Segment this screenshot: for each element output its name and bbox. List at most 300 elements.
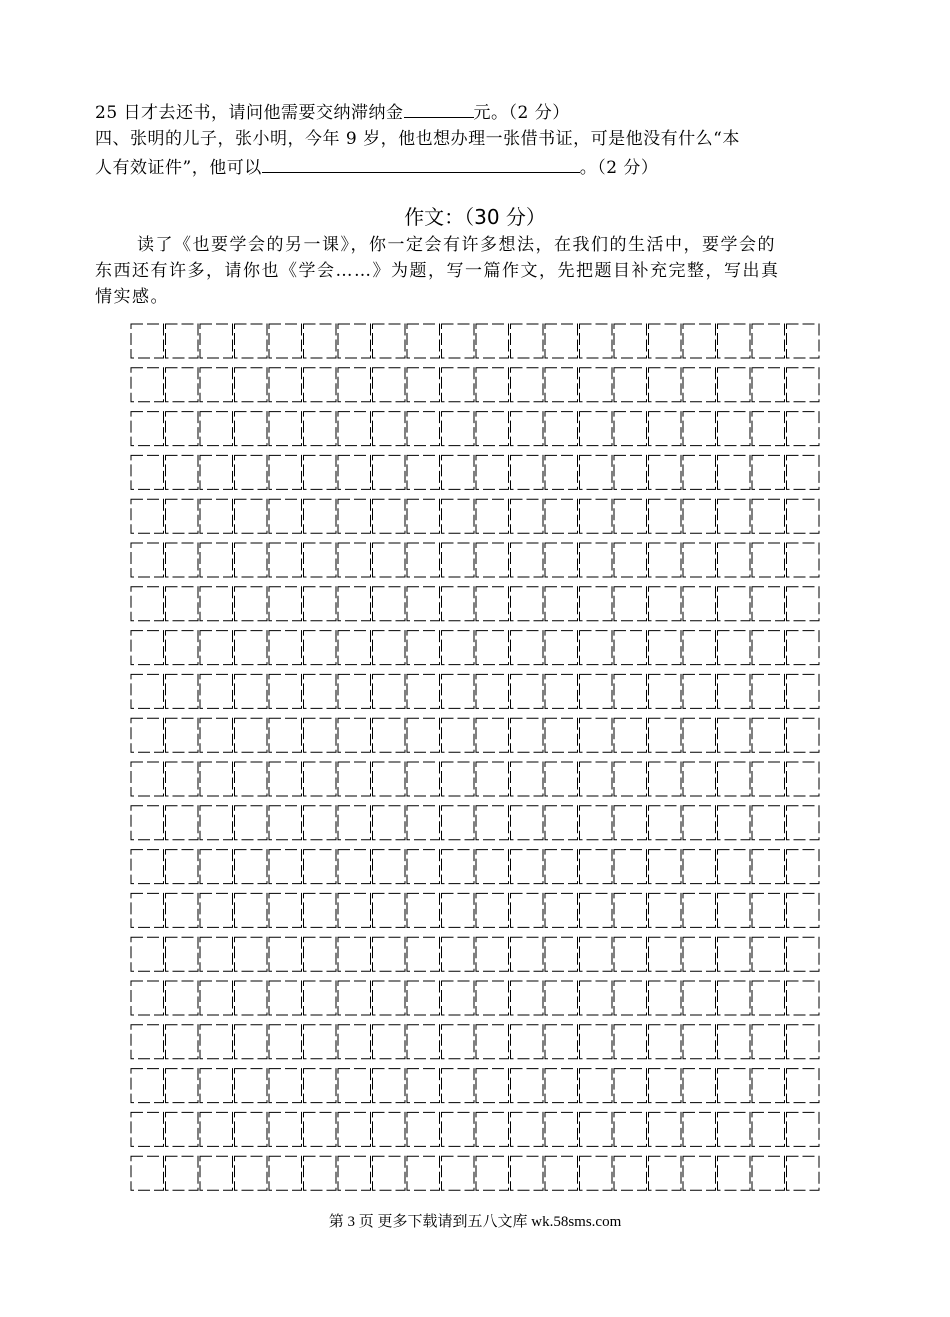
grid-cell[interactable]: [683, 412, 716, 446]
grid-cell[interactable]: [269, 806, 302, 840]
grid-cell[interactable]: [407, 674, 440, 708]
grid-cell[interactable]: [787, 543, 820, 577]
grid-cell[interactable]: [442, 543, 475, 577]
grid-cell[interactable]: [718, 455, 751, 489]
grid-cell[interactable]: [131, 631, 164, 665]
grid-cell[interactable]: [718, 324, 751, 358]
grid-cell[interactable]: [649, 455, 682, 489]
grid-cell[interactable]: [787, 324, 820, 358]
grid-cell[interactable]: [166, 674, 199, 708]
grid-cell[interactable]: [269, 718, 302, 752]
grid-cell[interactable]: [614, 850, 647, 884]
grid-cell[interactable]: [373, 718, 406, 752]
grid-cell[interactable]: [166, 718, 199, 752]
grid-cell[interactable]: [580, 368, 613, 402]
grid-cell[interactable]: [442, 1156, 475, 1190]
grid-cell[interactable]: [200, 674, 233, 708]
grid-cell[interactable]: [269, 368, 302, 402]
grid-cell[interactable]: [338, 455, 371, 489]
grid-cell[interactable]: [373, 981, 406, 1015]
grid-cell[interactable]: [580, 937, 613, 971]
grid-cell[interactable]: [131, 718, 164, 752]
grid-cell[interactable]: [269, 850, 302, 884]
grid-cell[interactable]: [683, 587, 716, 621]
grid-cell[interactable]: [407, 981, 440, 1015]
grid-cell[interactable]: [442, 718, 475, 752]
grid-cell[interactable]: [614, 587, 647, 621]
grid-cell[interactable]: [787, 981, 820, 1015]
grid-cell[interactable]: [649, 631, 682, 665]
grid-cell[interactable]: [235, 674, 268, 708]
grid-cell[interactable]: [442, 1112, 475, 1146]
grid-cell[interactable]: [683, 1112, 716, 1146]
grid-cell[interactable]: [200, 324, 233, 358]
grid-cell[interactable]: [304, 718, 337, 752]
grid-cell[interactable]: [545, 1156, 578, 1190]
grid-cell[interactable]: [787, 762, 820, 796]
grid-cell[interactable]: [580, 543, 613, 577]
grid-cell[interactable]: [200, 368, 233, 402]
grid-cell[interactable]: [787, 850, 820, 884]
grid-cell[interactable]: [407, 631, 440, 665]
grid-cell[interactable]: [614, 762, 647, 796]
grid-cell[interactable]: [580, 499, 613, 533]
grid-cell[interactable]: [752, 1156, 785, 1190]
grid-cell[interactable]: [683, 1156, 716, 1190]
grid-cell[interactable]: [373, 324, 406, 358]
grid-cell[interactable]: [683, 806, 716, 840]
grid-cell[interactable]: [580, 981, 613, 1015]
grid-cell[interactable]: [442, 368, 475, 402]
grid-cell[interactable]: [614, 543, 647, 577]
grid-cell[interactable]: [752, 1112, 785, 1146]
grid-cell[interactable]: [718, 981, 751, 1015]
grid-cell[interactable]: [683, 981, 716, 1015]
grid-cell[interactable]: [442, 806, 475, 840]
grid-cell[interactable]: [304, 455, 337, 489]
grid-cell[interactable]: [304, 499, 337, 533]
grid-cell[interactable]: [235, 324, 268, 358]
grid-cell[interactable]: [235, 937, 268, 971]
grid-cell[interactable]: [683, 893, 716, 927]
grid-cell[interactable]: [476, 850, 509, 884]
grid-cell[interactable]: [166, 1069, 199, 1103]
grid-cell[interactable]: [683, 937, 716, 971]
grid-cell[interactable]: [580, 1156, 613, 1190]
grid-cell[interactable]: [131, 1112, 164, 1146]
grid-cell[interactable]: [304, 324, 337, 358]
grid-cell[interactable]: [614, 981, 647, 1015]
grid-cell[interactable]: [683, 850, 716, 884]
grid-cell[interactable]: [269, 937, 302, 971]
grid-cell[interactable]: [407, 455, 440, 489]
grid-cell[interactable]: [304, 762, 337, 796]
grid-cell[interactable]: [718, 762, 751, 796]
grid-cell[interactable]: [200, 543, 233, 577]
grid-cell[interactable]: [683, 455, 716, 489]
grid-cell[interactable]: [131, 893, 164, 927]
grid-cell[interactable]: [718, 1156, 751, 1190]
grid-cell[interactable]: [373, 499, 406, 533]
grid-cell[interactable]: [787, 1025, 820, 1059]
grid-cell[interactable]: [304, 368, 337, 402]
grid-cell[interactable]: [166, 324, 199, 358]
grid-cell[interactable]: [718, 850, 751, 884]
grid-cell[interactable]: [545, 850, 578, 884]
grid-cell[interactable]: [545, 762, 578, 796]
grid-cell[interactable]: [131, 499, 164, 533]
grid-cell[interactable]: [407, 806, 440, 840]
grid-cell[interactable]: [235, 455, 268, 489]
grid-cell[interactable]: [752, 981, 785, 1015]
grid-cell[interactable]: [235, 762, 268, 796]
grid-cell[interactable]: [407, 412, 440, 446]
grid-cell[interactable]: [649, 850, 682, 884]
grid-cell[interactable]: [373, 412, 406, 446]
grid-cell[interactable]: [131, 981, 164, 1015]
grid-cell[interactable]: [545, 893, 578, 927]
grid-cell[interactable]: [200, 455, 233, 489]
grid-cell[interactable]: [614, 806, 647, 840]
grid-cell[interactable]: [304, 543, 337, 577]
grid-cell[interactable]: [614, 937, 647, 971]
grid-cell[interactable]: [166, 937, 199, 971]
grid-cell[interactable]: [166, 850, 199, 884]
grid-cell[interactable]: [511, 324, 544, 358]
grid-cell[interactable]: [200, 981, 233, 1015]
grid-cell[interactable]: [200, 893, 233, 927]
grid-cell[interactable]: [442, 412, 475, 446]
grid-cell[interactable]: [442, 937, 475, 971]
grid-cell[interactable]: [718, 368, 751, 402]
grid-cell[interactable]: [338, 937, 371, 971]
grid-cell[interactable]: [752, 762, 785, 796]
grid-cell[interactable]: [545, 324, 578, 358]
grid-cell[interactable]: [649, 543, 682, 577]
grid-cell[interactable]: [442, 455, 475, 489]
grid-cell[interactable]: [166, 893, 199, 927]
grid-cell[interactable]: [166, 1025, 199, 1059]
grid-cell[interactable]: [511, 1025, 544, 1059]
grid-cell[interactable]: [683, 762, 716, 796]
grid-cell[interactable]: [545, 674, 578, 708]
grid-cell[interactable]: [580, 1112, 613, 1146]
grid-cell[interactable]: [614, 412, 647, 446]
grid-cell[interactable]: [373, 762, 406, 796]
grid-cell[interactable]: [304, 1025, 337, 1059]
grid-cell[interactable]: [511, 893, 544, 927]
grid-cell[interactable]: [752, 850, 785, 884]
grid-cell[interactable]: [166, 981, 199, 1015]
grid-cell[interactable]: [683, 631, 716, 665]
grid-cell[interactable]: [269, 499, 302, 533]
grid-cell[interactable]: [683, 718, 716, 752]
grid-cell[interactable]: [269, 674, 302, 708]
grid-cell[interactable]: [476, 1025, 509, 1059]
grid-cell[interactable]: [200, 1112, 233, 1146]
grid-cell[interactable]: [373, 587, 406, 621]
grid-cell[interactable]: [269, 981, 302, 1015]
grid-cell[interactable]: [338, 850, 371, 884]
grid-cell[interactable]: [235, 499, 268, 533]
grid-cell[interactable]: [166, 806, 199, 840]
grid-cell[interactable]: [580, 718, 613, 752]
grid-cell[interactable]: [649, 368, 682, 402]
grid-cell[interactable]: [545, 806, 578, 840]
grid-cell[interactable]: [476, 1156, 509, 1190]
grid-cell[interactable]: [269, 631, 302, 665]
grid-cell[interactable]: [614, 1112, 647, 1146]
grid-cell[interactable]: [649, 1069, 682, 1103]
grid-cell[interactable]: [787, 806, 820, 840]
grid-cell[interactable]: [338, 1025, 371, 1059]
grid-cell[interactable]: [545, 631, 578, 665]
grid-cell[interactable]: [614, 1069, 647, 1103]
grid-cell[interactable]: [614, 499, 647, 533]
grid-cell[interactable]: [787, 412, 820, 446]
grid-cell[interactable]: [787, 1112, 820, 1146]
grid-cell[interactable]: [545, 981, 578, 1015]
grid-cell[interactable]: [338, 762, 371, 796]
grid-cell[interactable]: [304, 1112, 337, 1146]
grid-cell[interactable]: [338, 1112, 371, 1146]
grid-cell[interactable]: [131, 324, 164, 358]
grid-cell[interactable]: [269, 893, 302, 927]
grid-cell[interactable]: [373, 1112, 406, 1146]
grid-cell[interactable]: [511, 762, 544, 796]
grid-cell[interactable]: [787, 893, 820, 927]
grid-cell[interactable]: [442, 1069, 475, 1103]
grid-cell[interactable]: [200, 587, 233, 621]
grid-cell[interactable]: [545, 368, 578, 402]
grid-cell[interactable]: [476, 718, 509, 752]
grid-cell[interactable]: [338, 631, 371, 665]
grid-cell[interactable]: [407, 893, 440, 927]
grid-cell[interactable]: [338, 368, 371, 402]
grid-cell[interactable]: [131, 412, 164, 446]
grid-cell[interactable]: [511, 806, 544, 840]
grid-cell[interactable]: [407, 1025, 440, 1059]
grid-cell[interactable]: [614, 455, 647, 489]
grid-cell[interactable]: [545, 455, 578, 489]
grid-cell[interactable]: [166, 1112, 199, 1146]
grid-cell[interactable]: [683, 543, 716, 577]
grid-cell[interactable]: [580, 762, 613, 796]
grid-cell[interactable]: [304, 674, 337, 708]
grid-cell[interactable]: [131, 850, 164, 884]
grid-cell[interactable]: [511, 543, 544, 577]
grid-cell[interactable]: [476, 412, 509, 446]
grid-cell[interactable]: [131, 674, 164, 708]
grid-cell[interactable]: [338, 543, 371, 577]
grid-cell[interactable]: [269, 1156, 302, 1190]
grid-cell[interactable]: [580, 850, 613, 884]
grid-cell[interactable]: [407, 718, 440, 752]
grid-cell[interactable]: [545, 718, 578, 752]
grid-cell[interactable]: [338, 893, 371, 927]
grid-cell[interactable]: [131, 543, 164, 577]
grid-cell[interactable]: [511, 718, 544, 752]
grid-cell[interactable]: [304, 1156, 337, 1190]
grid-cell[interactable]: [200, 718, 233, 752]
grid-cell[interactable]: [442, 1025, 475, 1059]
grid-cell[interactable]: [373, 893, 406, 927]
grid-cell[interactable]: [235, 412, 268, 446]
grid-cell[interactable]: [269, 1112, 302, 1146]
grid-cell[interactable]: [373, 543, 406, 577]
grid-cell[interactable]: [407, 1069, 440, 1103]
grid-cell[interactable]: [442, 631, 475, 665]
grid-cell[interactable]: [614, 893, 647, 927]
grid-cell[interactable]: [614, 324, 647, 358]
grid-cell[interactable]: [752, 587, 785, 621]
grid-cell[interactable]: [131, 937, 164, 971]
grid-cell[interactable]: [304, 806, 337, 840]
grid-cell[interactable]: [787, 1156, 820, 1190]
grid-cell[interactable]: [649, 806, 682, 840]
grid-cell[interactable]: [649, 674, 682, 708]
grid-cell[interactable]: [338, 587, 371, 621]
grid-cell[interactable]: [511, 1156, 544, 1190]
grid-cell[interactable]: [131, 1025, 164, 1059]
grid-cell[interactable]: [580, 455, 613, 489]
grid-cell[interactable]: [304, 587, 337, 621]
grid-cell[interactable]: [649, 499, 682, 533]
grid-cell[interactable]: [649, 1025, 682, 1059]
grid-cell[interactable]: [580, 412, 613, 446]
grid-cell[interactable]: [718, 1069, 751, 1103]
grid-cell[interactable]: [683, 368, 716, 402]
grid-cell[interactable]: [752, 455, 785, 489]
grid-cell[interactable]: [235, 1069, 268, 1103]
grid-cell[interactable]: [304, 412, 337, 446]
grid-cell[interactable]: [511, 631, 544, 665]
grid-cell[interactable]: [787, 937, 820, 971]
grid-cell[interactable]: [407, 543, 440, 577]
grid-cell[interactable]: [580, 631, 613, 665]
grid-cell[interactable]: [752, 893, 785, 927]
grid-cell[interactable]: [373, 674, 406, 708]
grid-cell[interactable]: [131, 762, 164, 796]
grid-cell[interactable]: [580, 587, 613, 621]
grid-cell[interactable]: [752, 806, 785, 840]
grid-cell[interactable]: [545, 499, 578, 533]
grid-cell[interactable]: [752, 324, 785, 358]
grid-cell[interactable]: [304, 1069, 337, 1103]
grid-cell[interactable]: [511, 981, 544, 1015]
grid-cell[interactable]: [476, 587, 509, 621]
grid-cell[interactable]: [166, 631, 199, 665]
grid-cell[interactable]: [545, 1025, 578, 1059]
grid-cell[interactable]: [166, 499, 199, 533]
grid-cell[interactable]: [200, 1069, 233, 1103]
grid-cell[interactable]: [442, 674, 475, 708]
grid-cell[interactable]: [649, 937, 682, 971]
grid-cell[interactable]: [442, 850, 475, 884]
grid-cell[interactable]: [649, 893, 682, 927]
grid-cell[interactable]: [580, 324, 613, 358]
grid-cell[interactable]: [166, 543, 199, 577]
grid-cell[interactable]: [511, 850, 544, 884]
grid-cell[interactable]: [511, 1112, 544, 1146]
grid-cell[interactable]: [200, 631, 233, 665]
grid-cell[interactable]: [511, 937, 544, 971]
grid-cell[interactable]: [511, 1069, 544, 1103]
grid-cell[interactable]: [718, 631, 751, 665]
grid-cell[interactable]: [649, 412, 682, 446]
grid-cell[interactable]: [269, 1025, 302, 1059]
grid-cell[interactable]: [304, 893, 337, 927]
grid-cell[interactable]: [545, 543, 578, 577]
grid-cell[interactable]: [304, 981, 337, 1015]
grid-cell[interactable]: [614, 718, 647, 752]
grid-cell[interactable]: [373, 1025, 406, 1059]
grid-cell[interactable]: [718, 937, 751, 971]
grid-cell[interactable]: [235, 718, 268, 752]
grid-cell[interactable]: [476, 893, 509, 927]
grid-cell[interactable]: [442, 981, 475, 1015]
grid-cell[interactable]: [269, 762, 302, 796]
grid-cell[interactable]: [614, 1025, 647, 1059]
grid-cell[interactable]: [235, 893, 268, 927]
grid-cell[interactable]: [373, 455, 406, 489]
grid-cell[interactable]: [338, 718, 371, 752]
grid-cell[interactable]: [787, 368, 820, 402]
grid-cell[interactable]: [614, 631, 647, 665]
grid-cell[interactable]: [338, 412, 371, 446]
grid-cell[interactable]: [338, 324, 371, 358]
grid-cell[interactable]: [235, 1112, 268, 1146]
grid-cell[interactable]: [511, 674, 544, 708]
grid-cell[interactable]: [407, 1156, 440, 1190]
grid-cell[interactable]: [407, 499, 440, 533]
grid-cell[interactable]: [131, 587, 164, 621]
grid-cell[interactable]: [338, 499, 371, 533]
grid-cell[interactable]: [442, 324, 475, 358]
grid-cell[interactable]: [752, 631, 785, 665]
grid-cell[interactable]: [131, 806, 164, 840]
grid-cell[interactable]: [235, 1156, 268, 1190]
grid-cell[interactable]: [373, 1069, 406, 1103]
grid-cell[interactable]: [787, 674, 820, 708]
grid-cell[interactable]: [373, 937, 406, 971]
grid-cell[interactable]: [718, 806, 751, 840]
grid-cell[interactable]: [683, 1025, 716, 1059]
grid-cell[interactable]: [476, 1112, 509, 1146]
grid-cell[interactable]: [718, 412, 751, 446]
grid-cell[interactable]: [752, 412, 785, 446]
grid-cell[interactable]: [269, 587, 302, 621]
grid-cell[interactable]: [476, 543, 509, 577]
grid-cell[interactable]: [235, 1025, 268, 1059]
grid-cell[interactable]: [200, 762, 233, 796]
grid-cell[interactable]: [511, 412, 544, 446]
grid-cell[interactable]: [269, 1069, 302, 1103]
grid-cell[interactable]: [545, 1069, 578, 1103]
grid-cell[interactable]: [235, 850, 268, 884]
grid-cell[interactable]: [718, 674, 751, 708]
grid-cell[interactable]: [442, 499, 475, 533]
grid-cell[interactable]: [649, 718, 682, 752]
grid-cell[interactable]: [200, 806, 233, 840]
grid-cell[interactable]: [235, 543, 268, 577]
grid-cell[interactable]: [614, 674, 647, 708]
grid-cell[interactable]: [476, 762, 509, 796]
grid-cell[interactable]: [373, 806, 406, 840]
grid-cell[interactable]: [511, 499, 544, 533]
grid-cell[interactable]: [269, 324, 302, 358]
grid-cell[interactable]: [545, 1112, 578, 1146]
